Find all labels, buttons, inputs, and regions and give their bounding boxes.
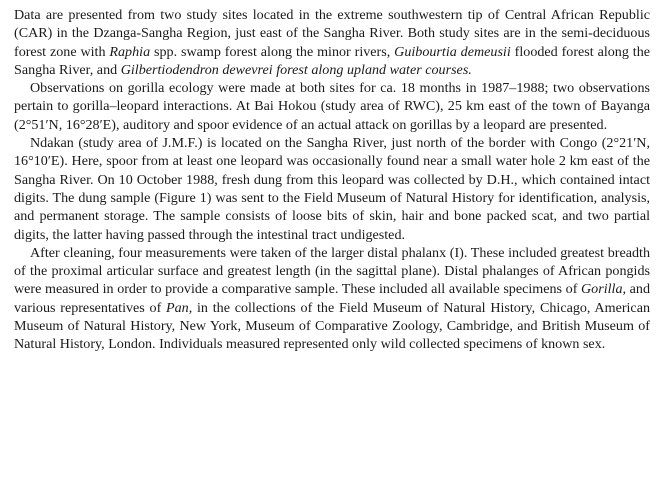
text-segment: Observations on gorilla ecology were made at both sites for ca. 18 months in 1987–1988; two observations pertain to gorilla–leopard interactions. At Bai Hokou (study area of RWC), 25 km east of the town of Bayanga (2°51′N, 16°28′E), auditory and spoor evidence of an actual attack on gorillas by a leopard are presented.	[14, 80, 650, 133]
species-name: Gilbertiodendron dewevrei	[120, 61, 273, 78]
text-segment: in the collections of the Field Museum of Natural History, Chicago, American Museum of Natural History, New York, Museum of Comparative Zoology, Cambridge, and British Museum of Natural History, London. Individuals measured represented only wild collected specimens of known sex.	[14, 299, 650, 353]
paragraph-observations	[14, 79, 650, 134]
species-name: Raphia	[109, 43, 151, 60]
text-segment: After cleaning, four measurements were taken of the larger distal phalanx (I). These included greatest breadth of the proximal articular surface and greatest length (in the sagittal plane). Distal phalanges of African pongids were measured in order to provide a comparative sample. These included all available specimens of	[14, 244, 650, 298]
paragraph-measurements	[14, 244, 650, 354]
text-segment: flooded forest along the Sangha River, and	[14, 43, 650, 78]
text-segment: spp. swamp forest along the minor rivers,	[150, 43, 395, 60]
species-name: Guibourtia demeusii	[394, 43, 511, 60]
paragraph-ndakan	[14, 134, 650, 244]
text-segment: forest along upland water courses.	[272, 61, 472, 78]
paragraph-study-sites	[14, 6, 650, 79]
text-segment: and various representatives of	[14, 281, 650, 316]
genus-name: Pan,	[166, 299, 193, 316]
text-segment: Ndakan (study area of J.M.F.) is located on the Sangha River, just north of the border with Congo (2°21′N, 16°10′E). Here, spoor from at least one leopard was occasionally found near a small water hole 2 km east of the Sangha River. On 10 October 1988, fresh dung from this leopard was collected by D.H., which contained intact digits. The dung sample (Figure 1) was sent to the Field Museum of Natural History for identification, analysis, and permanent storage. The sample consists of loose bits of skin, hair and bone packed scat, and two partial digits, the latter having passed through the intestinal tract undigested.	[14, 135, 650, 243]
text-segment: Data are presented from two study sites located in the extreme southwestern tip of Central African Republic (CAR) in the Dzanga-Sangha Region, just east of the Sangha River. Both study sites are in the semi-deciduous forest zone with	[14, 7, 650, 60]
genus-name: Gorilla,	[581, 281, 627, 298]
